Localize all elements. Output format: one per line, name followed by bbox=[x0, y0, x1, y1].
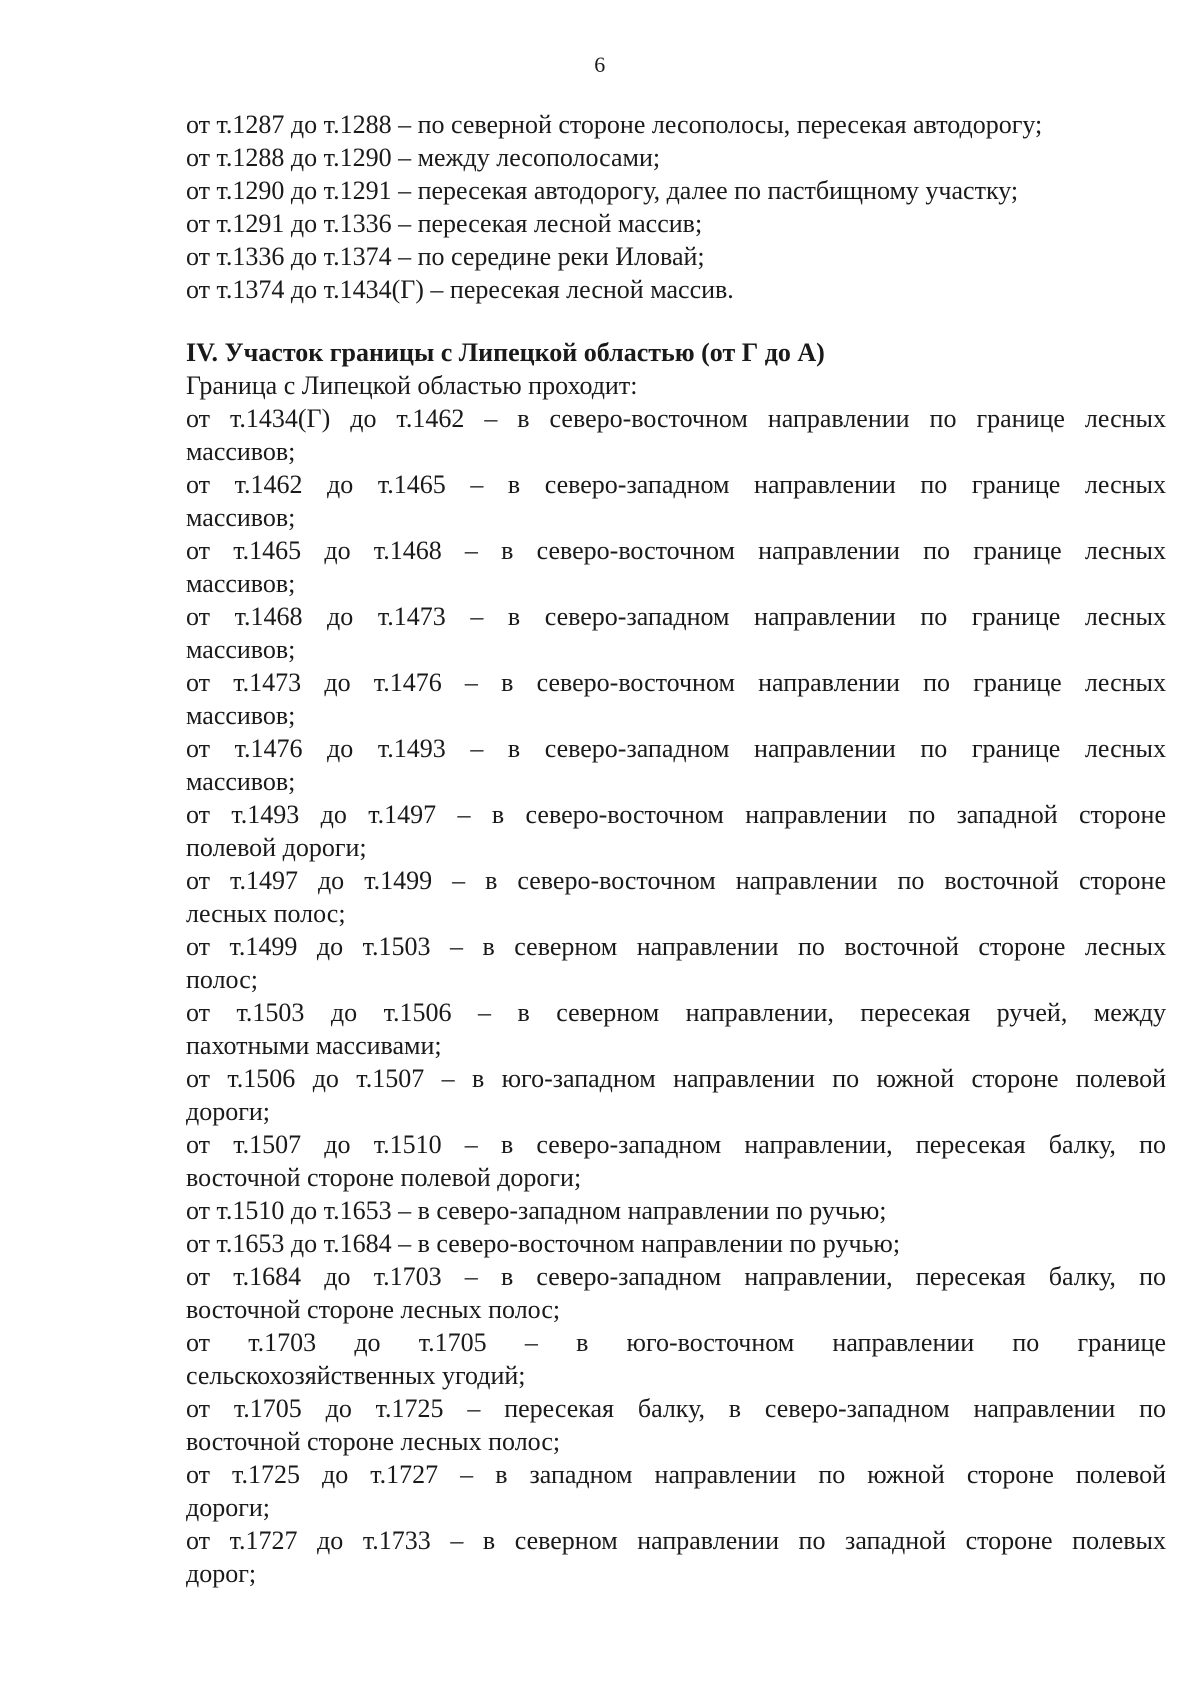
boundary-entry bbox=[186, 1260, 1166, 1326]
entry-line-1: от т.1462 до т.1465 – в северо-западном направлении по границе лесных bbox=[186, 470, 1166, 499]
boundary-entry bbox=[186, 864, 1166, 930]
entry-line-2: восточной стороне лесных полос; bbox=[186, 1295, 561, 1324]
entry-line-1: от т.1684 до т.1703 – в северо-западном направлении, пересекая балку, по bbox=[186, 1262, 1166, 1291]
boundary-entry bbox=[186, 1062, 1166, 1128]
entry-line-2: восточной стороне лесных полос; bbox=[186, 1427, 561, 1456]
entry-line-1: от т.1725 до т.1727 – в западном направлении по южной стороне полевой bbox=[186, 1460, 1166, 1489]
entry-line-2: восточной стороне полевой дороги; bbox=[186, 1163, 582, 1192]
entry-line-1: от т.1473 до т.1476 – в северо-восточном направлении по границе лесных bbox=[186, 668, 1166, 697]
boundary-entry bbox=[186, 666, 1166, 732]
entry-line-1: от т.1493 до т.1497 – в северо-восточном направлении по западной стороне bbox=[186, 800, 1166, 829]
entry-line-2: массивов; bbox=[186, 701, 296, 730]
boundary-entry bbox=[186, 1524, 1166, 1590]
text-line: от т.1287 до т.1288 – по северной стороне лесополосы, пересекая автодорогу; bbox=[186, 110, 1043, 139]
entry-line-2: массивов; bbox=[186, 635, 296, 664]
entry-line-1: от т.1499 до т.1503 – в северном направлении по восточной стороне лесных bbox=[186, 932, 1166, 961]
text-line: от т.1336 до т.1374 – по середине реки Иловай; bbox=[186, 242, 705, 271]
text-line: от т.1374 до т.1434(Г) – пересекая лесной массив. bbox=[186, 275, 734, 304]
entry-line-2: пахотными массивами; bbox=[186, 1031, 442, 1060]
text-line: от т.1291 до т.1336 – пересекая лесной массив; bbox=[186, 209, 703, 238]
boundary-entry bbox=[186, 1392, 1166, 1458]
entry-line-2: дорог; bbox=[186, 1559, 257, 1588]
entry-line-1: от т.1503 до т.1506 – в северном направлении, пересекая ручей, между bbox=[186, 998, 1166, 1027]
entry-line-1: от т.1727 до т.1733 – в северном направлении по западной стороне полевых bbox=[186, 1526, 1166, 1555]
page-number: 6 bbox=[594, 52, 606, 77]
entry-line-2: лесных полос; bbox=[186, 899, 346, 928]
entry-line-2: дороги; bbox=[186, 1097, 271, 1126]
entry-line-1: от т.1507 до т.1510 – в северо-западном направлении, пересекая балку, по bbox=[186, 1130, 1166, 1159]
section-intro: Граница с Липецкой областью проходит: bbox=[186, 371, 638, 400]
entry-line-1: от т.1703 до т.1705 – в юго-восточном направлении по границе bbox=[186, 1328, 1166, 1357]
boundary-entry bbox=[186, 468, 1166, 534]
boundary-entry bbox=[186, 1458, 1166, 1524]
entry-line-2: массивов; bbox=[186, 569, 296, 598]
entry-line-1: от т.1434(Г) до т.1462 – в северо-восточном направлении по границе лесных bbox=[186, 404, 1166, 433]
entry-line-2: массивов; bbox=[186, 503, 296, 532]
entry-line-2: массивов; bbox=[186, 767, 296, 796]
document-body bbox=[186, 108, 1166, 1590]
boundary-entry bbox=[186, 1227, 1166, 1260]
entry-line-1: от т.1476 до т.1493 – в северо-западном направлении по границе лесных bbox=[186, 734, 1166, 763]
entry-line-1: от т.1510 до т.1653 – в северо-западном направлении по ручью; bbox=[186, 1196, 887, 1225]
boundary-entry bbox=[186, 798, 1166, 864]
entry-line-1: от т.1468 до т.1473 – в северо-западном направлении по границе лесных bbox=[186, 602, 1166, 631]
boundary-entry bbox=[186, 1326, 1166, 1392]
entry-line-1: от т.1465 до т.1468 – в северо-восточном направлении по границе лесных bbox=[186, 536, 1166, 565]
entry-line-1: от т.1506 до т.1507 – в юго-западном направлении по южной стороне полевой bbox=[186, 1064, 1166, 1093]
entry-line-2: массивов; bbox=[186, 437, 296, 466]
entry-line-2: дороги; bbox=[186, 1493, 271, 1522]
boundary-entry bbox=[186, 1128, 1166, 1194]
boundary-entry bbox=[186, 732, 1166, 798]
section-heading: IV. Участок границы с Липецкой областью (от Г до А) bbox=[186, 338, 825, 367]
boundary-entry bbox=[186, 600, 1166, 666]
entry-line-1: от т.1497 до т.1499 – в северо-восточном направлении по восточной стороне bbox=[186, 866, 1166, 895]
boundary-entries bbox=[186, 402, 1166, 1590]
section-gap bbox=[186, 306, 1166, 336]
text-line: от т.1290 до т.1291 – пересекая автодорогу, далее по пастбищному участку; bbox=[186, 176, 1019, 205]
text-line: от т.1288 до т.1290 – между лесополосами; bbox=[186, 143, 661, 172]
boundary-entry bbox=[186, 930, 1166, 996]
entry-line-2: полос; bbox=[186, 965, 258, 994]
boundary-entry bbox=[186, 1194, 1166, 1227]
entry-line-1: от т.1653 до т.1684 – в северо-восточном направлении по ручью; bbox=[186, 1229, 901, 1258]
boundary-entry bbox=[186, 402, 1166, 468]
boundary-entry bbox=[186, 996, 1166, 1062]
entry-line-1: от т.1705 до т.1725 – пересекая балку, в северо-западном направлении по bbox=[186, 1394, 1166, 1423]
boundary-entry bbox=[186, 534, 1166, 600]
entry-line-2: полевой дороги; bbox=[186, 833, 367, 862]
entry-line-2: сельскохозяйственных угодий; bbox=[186, 1361, 526, 1390]
